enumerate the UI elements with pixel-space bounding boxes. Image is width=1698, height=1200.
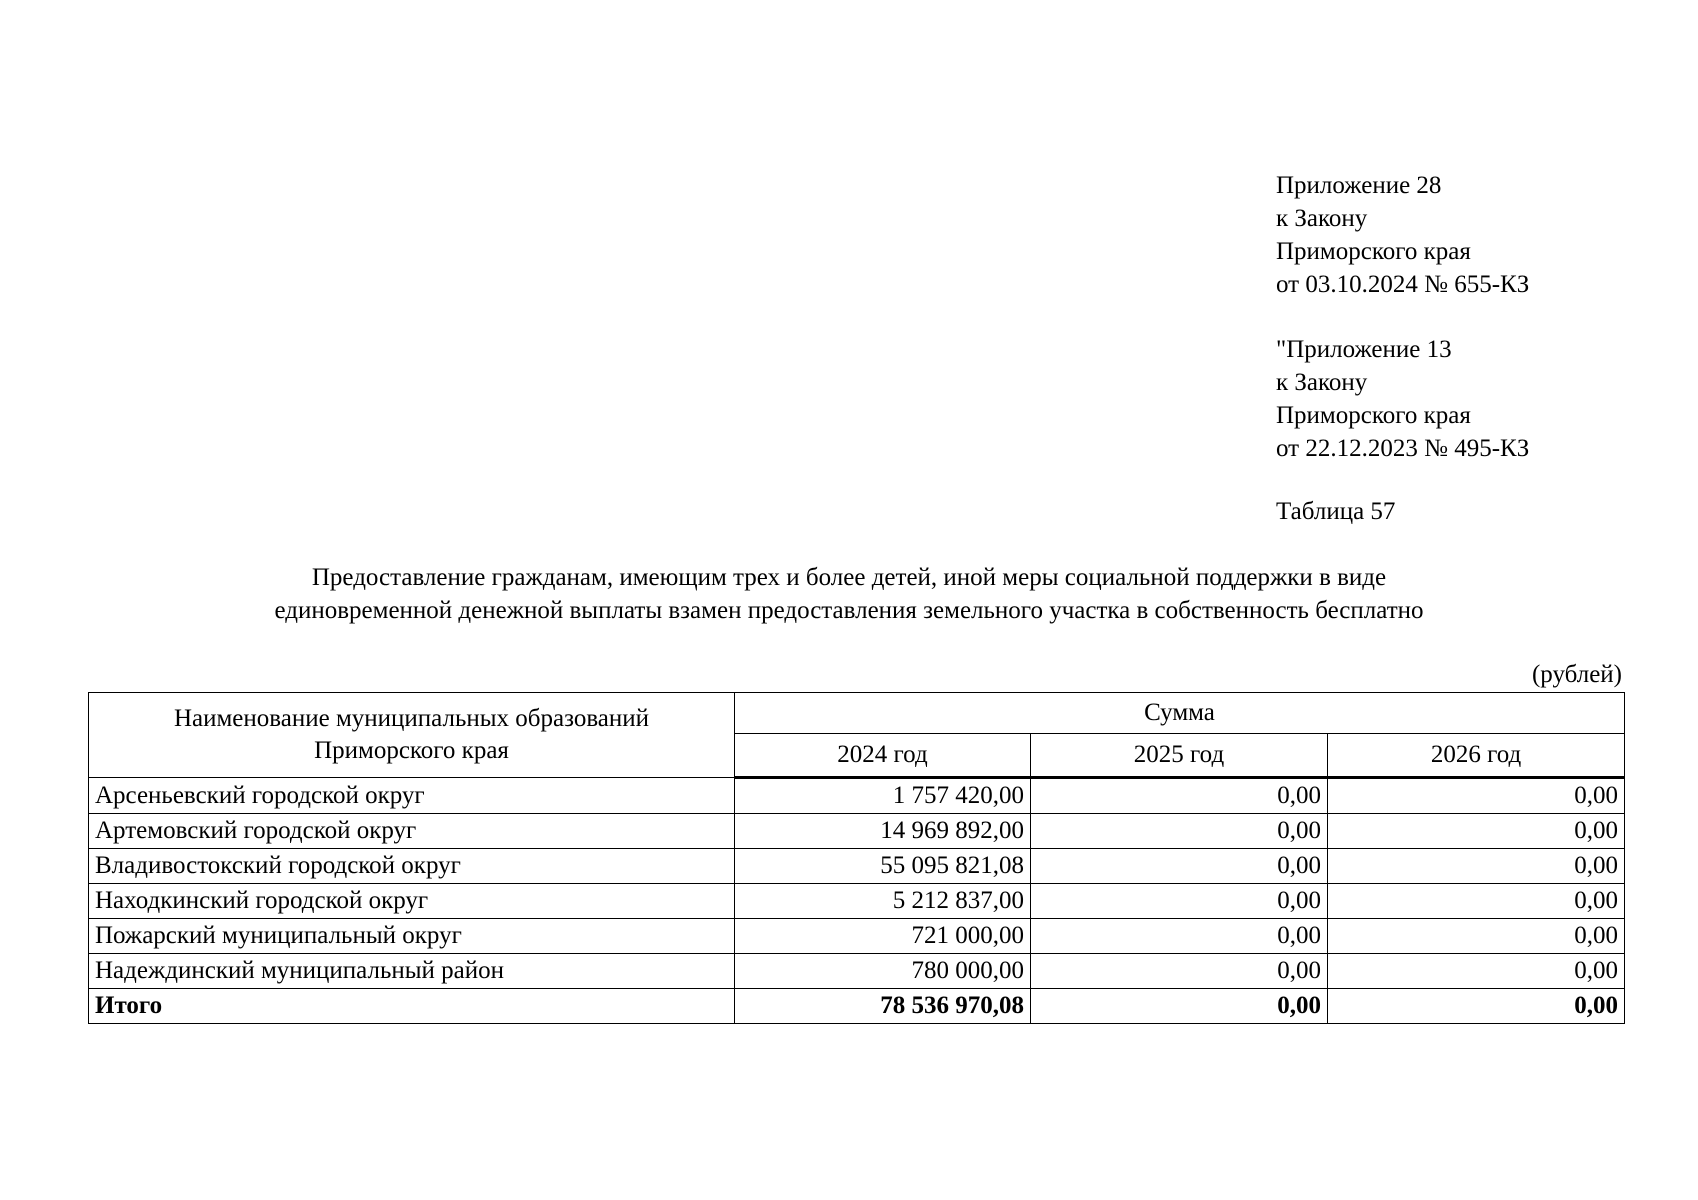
document-title [0, 561, 1698, 627]
amount-2024: 780 000,00 [735, 954, 1031, 989]
amount-2026: 0,00 [1328, 954, 1625, 989]
year-2024-header: 2024 год [735, 734, 1031, 778]
amount-2026: 0,00 [1328, 884, 1625, 919]
municipality-header-line-2: Приморского края [314, 737, 509, 764]
original-appendix-region: Приморского края [1276, 402, 1471, 429]
municipality-name: Надеждинский муниципальный район [89, 954, 735, 989]
original-appendix-law-label: к Закону [1276, 369, 1368, 396]
amount-2025: 0,00 [1031, 919, 1328, 954]
appendix-number: Приложение 28 [1276, 172, 1442, 199]
amount-2026: 0,00 [1328, 814, 1625, 849]
total-2024: 78 536 970,08 [735, 989, 1031, 1024]
municipality-name: Арсеньевский городской округ [89, 778, 735, 814]
original-appendix-number: "Приложение 13 [1276, 336, 1452, 363]
document-title-line-1: Предоставление гражданам, имеющим трех и более детей, иной меры социальной поддержки в виде [311, 564, 1387, 591]
appendix-law-date: от 03.10.2024 № 655-КЗ [1276, 271, 1530, 298]
total-2025: 0,00 [1031, 989, 1328, 1024]
amount-2025: 0,00 [1031, 814, 1328, 849]
units-label: (рублей) [1531, 661, 1622, 688]
amount-2024: 5 212 837,00 [735, 884, 1031, 919]
appendix-reference [1276, 171, 1529, 303]
table-row [89, 778, 1625, 814]
municipality-name: Находкинский городской округ [89, 884, 735, 919]
table-row [89, 849, 1625, 884]
table-header-row [89, 693, 1625, 734]
table-row [89, 814, 1625, 849]
data-table [88, 692, 1625, 1024]
municipality-header-line-1: Наименование муниципальных образований [173, 705, 650, 732]
original-appendix-law-date: от 22.12.2023 № 495-КЗ [1276, 435, 1530, 462]
table-row [89, 954, 1625, 989]
municipality-name: Артемовский городской округ [89, 814, 735, 849]
amount-2025: 0,00 [1031, 778, 1328, 814]
original-appendix-reference [1276, 335, 1529, 467]
table-total-row [89, 989, 1625, 1024]
year-2025-header: 2025 год [1031, 734, 1328, 778]
sum-column-header: Сумма [735, 693, 1625, 734]
table-number: Таблица 57 [1276, 498, 1396, 525]
amount-2024: 1 757 420,00 [735, 778, 1031, 814]
amount-2026: 0,00 [1328, 849, 1625, 884]
year-2026-header: 2026 год [1328, 734, 1625, 778]
amount-2025: 0,00 [1031, 954, 1328, 989]
amount-2024: 721 000,00 [735, 919, 1031, 954]
appendix-region: Приморского края [1276, 238, 1471, 265]
document-title-line-2: единовременной денежной выплаты взамен предоставления земельного участка в собственность бесплатно [274, 597, 1424, 624]
total-2026: 0,00 [1328, 989, 1625, 1024]
appendix-law-label: к Закону [1276, 205, 1368, 232]
table-row [89, 919, 1625, 954]
total-label: Итого [89, 989, 735, 1024]
municipality-name: Владивостокский городской округ [89, 849, 735, 884]
amount-2026: 0,00 [1328, 919, 1625, 954]
municipality-name: Пожарский муниципальный округ [89, 919, 735, 954]
table-row [89, 884, 1625, 919]
amount-2026: 0,00 [1328, 778, 1625, 814]
municipality-column-header [89, 693, 735, 778]
amount-2025: 0,00 [1031, 849, 1328, 884]
amount-2025: 0,00 [1031, 884, 1328, 919]
amount-2024: 14 969 892,00 [735, 814, 1031, 849]
amount-2024: 55 095 821,08 [735, 849, 1031, 884]
